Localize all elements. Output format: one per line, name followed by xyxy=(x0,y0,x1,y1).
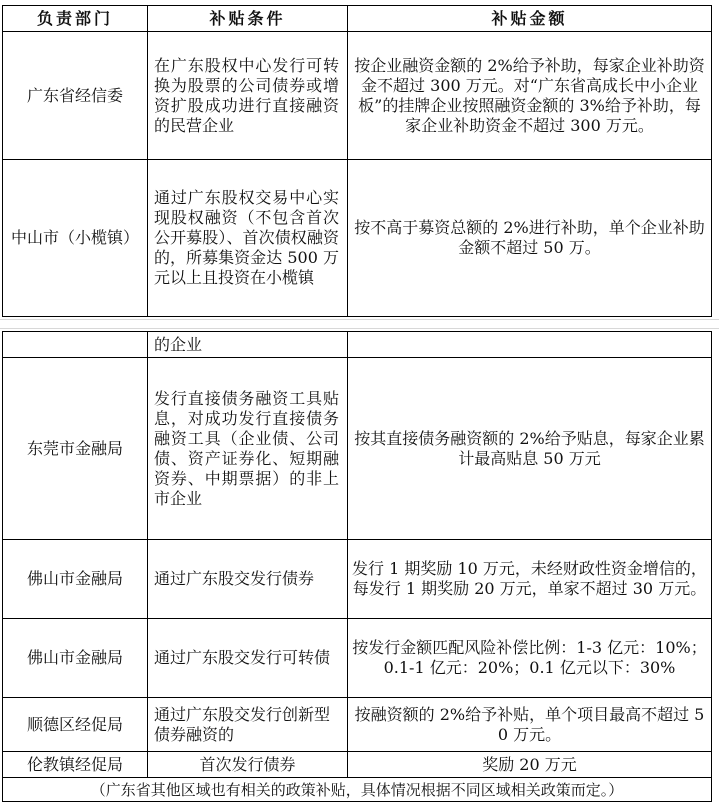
header-condition: 补贴条件 xyxy=(148,6,348,32)
amount-cell: 按其直接债务融资额的 2%给予贴息，每家企业累计最高贴息 50 万元 xyxy=(348,358,712,540)
condition-cell: 在广东股权中心发行可转换为股票的公司债券或增资扩股成功进行直接融资的民营企业 xyxy=(148,32,348,160)
table-row xyxy=(3,358,712,540)
footnote: （广东省其他区域也有相关的政策补贴，具体情况根据不同区域相关政策而定。） xyxy=(3,778,712,802)
table-row xyxy=(3,32,712,160)
page-break-line xyxy=(0,328,719,329)
page-break-line xyxy=(0,319,719,320)
dept-cell: 佛山市金融局 xyxy=(3,619,148,698)
dept-cell: 广东省经信委 xyxy=(3,32,148,160)
dept-cell: 中山市（小榄镇） xyxy=(3,160,148,317)
table-row xyxy=(3,540,712,619)
table-row-continued xyxy=(3,332,712,358)
condition-cell: 通过广东股交发行可转债 xyxy=(148,619,348,698)
condition-cell: 的企业 xyxy=(148,332,348,358)
condition-cell: 首次发行债券 xyxy=(148,752,348,778)
amount-cell: 按发行金额匹配风险补偿比例：1-3 亿元：10%；0.1-1 亿元：20%；0.1 亿元以下：30% xyxy=(348,619,712,698)
condition-cell: 发行直接债务融资工具贴息，对成功发行直接债务融资工具（企业债、公司债、资产证券化、短期融资券、中期票据）的非上市企业 xyxy=(148,358,348,540)
condition-cell: 通过广东股交发行债券 xyxy=(148,540,348,619)
amount-cell: 按融资额的 2%给予补贴，单个项目最高不超过 50 万元。 xyxy=(348,698,712,752)
subsidy-table-part1 xyxy=(2,5,712,317)
table-row xyxy=(3,752,712,778)
subsidy-table-part2 xyxy=(2,331,712,802)
header-dept: 负责部门 xyxy=(3,6,148,32)
dept-cell: 伦教镇经促局 xyxy=(3,752,148,778)
condition-cell: 通过广东股权交易中心实现股权融资（不包含首次公开募股）、首次债权融资的，所募集资金达 500 万元以上且投资在小榄镇 xyxy=(148,160,348,317)
footnote-row xyxy=(3,778,712,802)
table-row xyxy=(3,619,712,698)
condition-cell: 通过广东股交发行创新型债券融资的 xyxy=(148,698,348,752)
amount-cell: 按不高于募资总额的 2%进行补助，单个企业补助金额不超过 50 万。 xyxy=(348,160,712,317)
dept-cell: 佛山市金融局 xyxy=(3,540,148,619)
amount-cell: 按企业融资金额的 2%给予补助，每家企业补助资金不超过 300 万元。对“广东省高成长中小企业板”的挂牌企业按照融资金额的 3%给予补助，每家企业补助资金不超过 300 万元。 xyxy=(348,32,712,160)
amount-cell: 奖励 20 万元 xyxy=(348,752,712,778)
amount-cell: 发行 1 期奖励 10 万元，未经财政性资金增信的，每发行 1 期奖励 20 万元，单家不超过 30 万元。 xyxy=(348,540,712,619)
table-row xyxy=(3,160,712,317)
dept-cell: 顺德区经促局 xyxy=(3,698,148,752)
header-amount: 补贴金额 xyxy=(348,6,712,32)
table-header-row xyxy=(3,6,712,32)
dept-cell: 东莞市金融局 xyxy=(3,358,148,540)
table-row xyxy=(3,698,712,752)
